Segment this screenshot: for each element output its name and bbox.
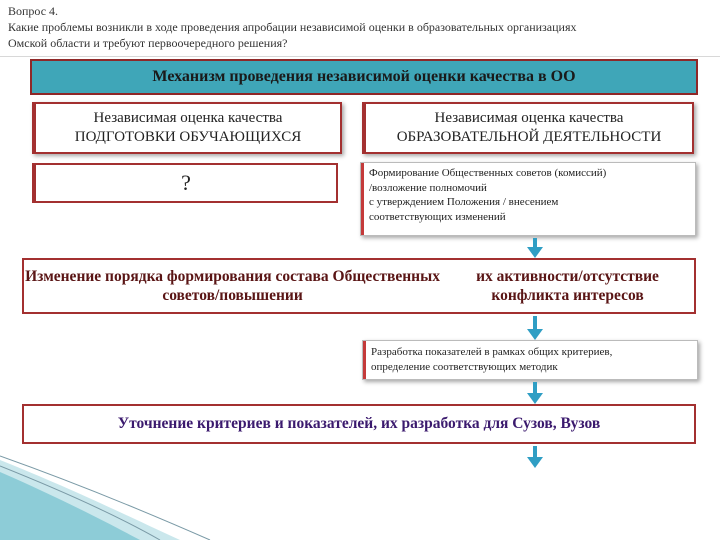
right-column-header xyxy=(362,102,694,154)
decorative-swoosh xyxy=(0,452,720,540)
unknown-placeholder-box: ? xyxy=(32,163,338,203)
change-line: их активности/отсутствие конфликта интересов xyxy=(476,268,659,304)
indicators-note xyxy=(362,340,698,380)
left-column-title: Независимая оценка качества xyxy=(93,110,283,126)
accent-bar xyxy=(363,341,366,379)
council-change-box xyxy=(22,258,696,314)
question-text xyxy=(8,3,708,51)
question-line: Какие проблемы возникли в ходе проведения апробации независимой оценки в образовательных организациях xyxy=(8,20,577,34)
arrow-down-icon xyxy=(527,316,543,340)
left-column-subtitle: ПОДГОТОВКИ ОБУЧАЮЩИХСЯ xyxy=(74,129,302,145)
divider xyxy=(0,56,720,57)
arrow-down-icon xyxy=(527,382,543,404)
accent-bar xyxy=(361,163,364,235)
note-line: с утверждением Положения / внесением xyxy=(369,196,559,208)
public-council-note xyxy=(360,162,696,236)
note-line: Формирование Общественных советов (комиссий) xyxy=(369,167,607,179)
note-line: определение соответствующих методик xyxy=(371,360,558,373)
note-line: /возложение полномочий xyxy=(369,181,487,194)
mechanism-header: Механизм проведения независимой оценки качества в ОО xyxy=(30,59,698,95)
note-line: соответствующих изменений xyxy=(369,210,506,223)
change-line: Изменение порядка формирования состава Общественных советов/повышении xyxy=(25,268,440,304)
question-number: Вопрос 4. xyxy=(8,4,59,18)
question-line: Омской области и требуют первоочередного решения? xyxy=(8,36,288,50)
criteria-refinement-box xyxy=(22,404,696,444)
right-column-title: Независимая оценка качества xyxy=(434,110,624,126)
refine-text: Уточнение критериев и показателей, их разработка для Сузов, Вузов xyxy=(117,415,601,432)
note-line: Разработка показателей в рамках общих критериев, xyxy=(371,346,613,358)
left-column-header xyxy=(32,102,342,154)
arrow-down-icon xyxy=(527,238,543,258)
right-column-subtitle: ОБРАЗОВАТЕЛЬНОЙ ДЕЯТЕЛЬНОСТИ xyxy=(396,129,662,145)
